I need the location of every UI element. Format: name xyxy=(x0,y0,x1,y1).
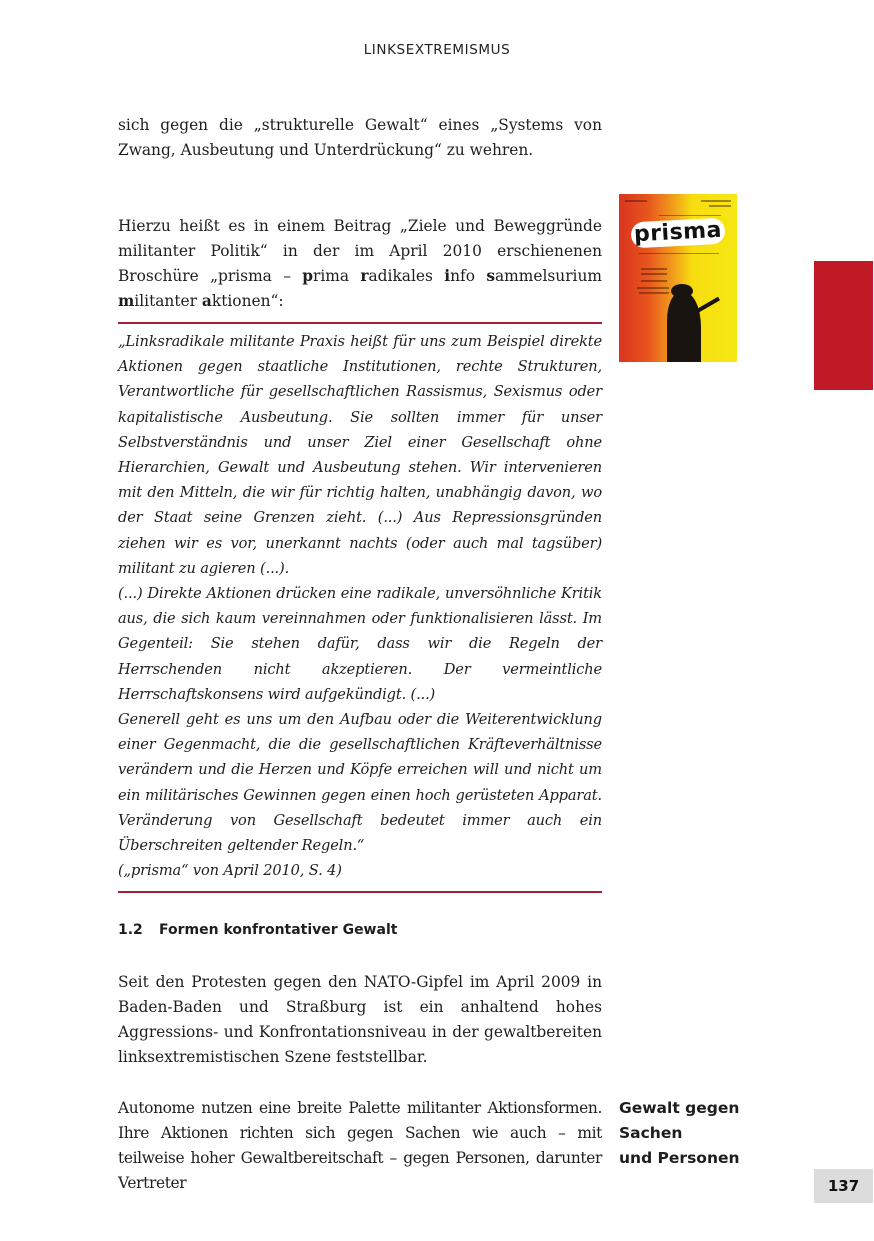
cover-text-line xyxy=(637,287,669,289)
margin-note-line: Gewalt gegen xyxy=(619,1099,740,1117)
cover-text-line xyxy=(639,253,719,254)
paragraph-intro xyxy=(118,113,602,163)
acronym-word: adikales xyxy=(368,267,445,285)
margin-note-line: und Personen xyxy=(619,1149,740,1167)
paragraph-nato xyxy=(118,970,602,1070)
running-head: LINKSEXTREMISMUS xyxy=(363,42,511,58)
page-number: 137 xyxy=(814,1169,873,1203)
section-heading xyxy=(118,922,397,938)
paragraph-text: Autonome nutzen eine breite Palette militanter Aktionsformen. Ihre Aktionen richten sich gegen Sachen wie auch – mit teilweise hoher Gewaltbereitschaft – gegen Personen, darunter Vertreter xyxy=(118,1099,602,1192)
acronym-initial: m xyxy=(118,292,135,310)
paragraph-text: Seit den Protesten gegen den NATO-Gipfel im April 2009 in Baden-Baden und Straßburg ist ein anhaltend hohes Aggressions- und Konfrontationsniveau in der gewaltbereiten linksextremistischen Szene feststellbar. xyxy=(118,973,602,1066)
paragraph-intro-text: Hierzu heißt es in einem Beitrag „Ziele und Beweggründe militanter Politik“ in der im April 2010 erschienenen Broschüre „prisma – xyxy=(118,217,602,285)
paragraph-end-text: “: xyxy=(270,292,284,310)
cover-text-line xyxy=(659,215,721,216)
cover-text-line xyxy=(641,268,667,270)
acronym-word: ktionen xyxy=(211,292,271,310)
cover-text-line xyxy=(709,205,731,207)
cover-text-line xyxy=(639,292,669,294)
prisma-cover-image xyxy=(619,194,737,362)
paragraph-prisma-reference xyxy=(118,214,602,314)
section-title: Formen konfrontativer Gewalt xyxy=(159,922,398,938)
chapter-side-tab xyxy=(814,261,873,390)
cover-text-line xyxy=(641,273,667,275)
cover-text-line xyxy=(625,200,647,202)
acronym-word: nfo xyxy=(450,267,487,285)
prisma-logo: prisma xyxy=(630,218,725,249)
quote-source: („prisma“ von April 2010, S. 4) xyxy=(118,862,342,880)
acronym-word: rima xyxy=(313,267,361,285)
paragraph-text: sich gegen die „strukturelle Gewalt“ eines „Systems von Zwang, Ausbeutung und Unterdrückung“ zu wehren. xyxy=(118,116,602,159)
margin-note xyxy=(619,1096,769,1171)
acronym-initial: i xyxy=(444,267,451,285)
paragraph-text xyxy=(118,214,602,314)
acronym-word: ilitanter xyxy=(134,292,202,310)
quote-box xyxy=(118,322,602,893)
acronym-word: ammelsurium xyxy=(494,267,602,285)
acronym-initial: p xyxy=(302,267,313,285)
quote-paragraph: „Linksradikale militante Praxis heißt für uns zum Beispiel direkte Aktionen gegen staatliche Institutionen, rechte Strukturen, Verantwortliche für gesellschaftlichen Rassismus, Sexismus oder kapitalistische Ausbeutung. Sie sollten immer für unser Selbstverständnis und unser Ziel einer Gesellschaft ohne Hierarchien, Gewalt und Ausbeutung stehen. Wir intervenieren mit den Mitteln, die wir für richtig halten, unabhängig davon, wo der Staat seine Grenzen zieht. (...) Aus Repressionsgründen ziehen wir es vor, unerkannt nachts (oder auch mal tagsüber) militant zu agieren (...). xyxy=(118,333,602,577)
cover-text-line xyxy=(701,200,731,202)
cover-text-line xyxy=(641,280,667,282)
margin-note-line: Sachen xyxy=(619,1124,683,1142)
acronym-initial: r xyxy=(360,267,369,285)
paragraph-autonome xyxy=(118,1096,602,1196)
acronym-initial: a xyxy=(201,292,212,310)
section-number: 1.2 xyxy=(118,922,143,938)
cover-figure xyxy=(667,292,701,362)
quote-paragraph: Generell geht es uns um den Aufbau oder die Weiterentwicklung einer Gegenmacht, die die gesellschaftlichen Kräfteverhältnisse verändern und die Herzen und Köpfe erreichen will und nicht um ein militärisches Gewinnen gegen einen hoch gerüsteten Apparat. Veränderung von Gesellschaft bedeutet immer auch ein Überschreiten geltender Regeln.“ xyxy=(118,711,602,855)
quote-paragraph: (...) Direkte Aktionen drücken eine radikale, unversöhnliche Kritik aus, die sich kaum vereinnahmen oder funktionalisieren lässt. Im Gegenteil: Sie stehen dafür, dass wir die Regeln der Herrschenden nicht akzeptieren. Der vermeintliche Herrschaftskonsens wird aufgekündigt. (...) xyxy=(118,585,602,703)
acronym-initial: s xyxy=(486,267,495,285)
